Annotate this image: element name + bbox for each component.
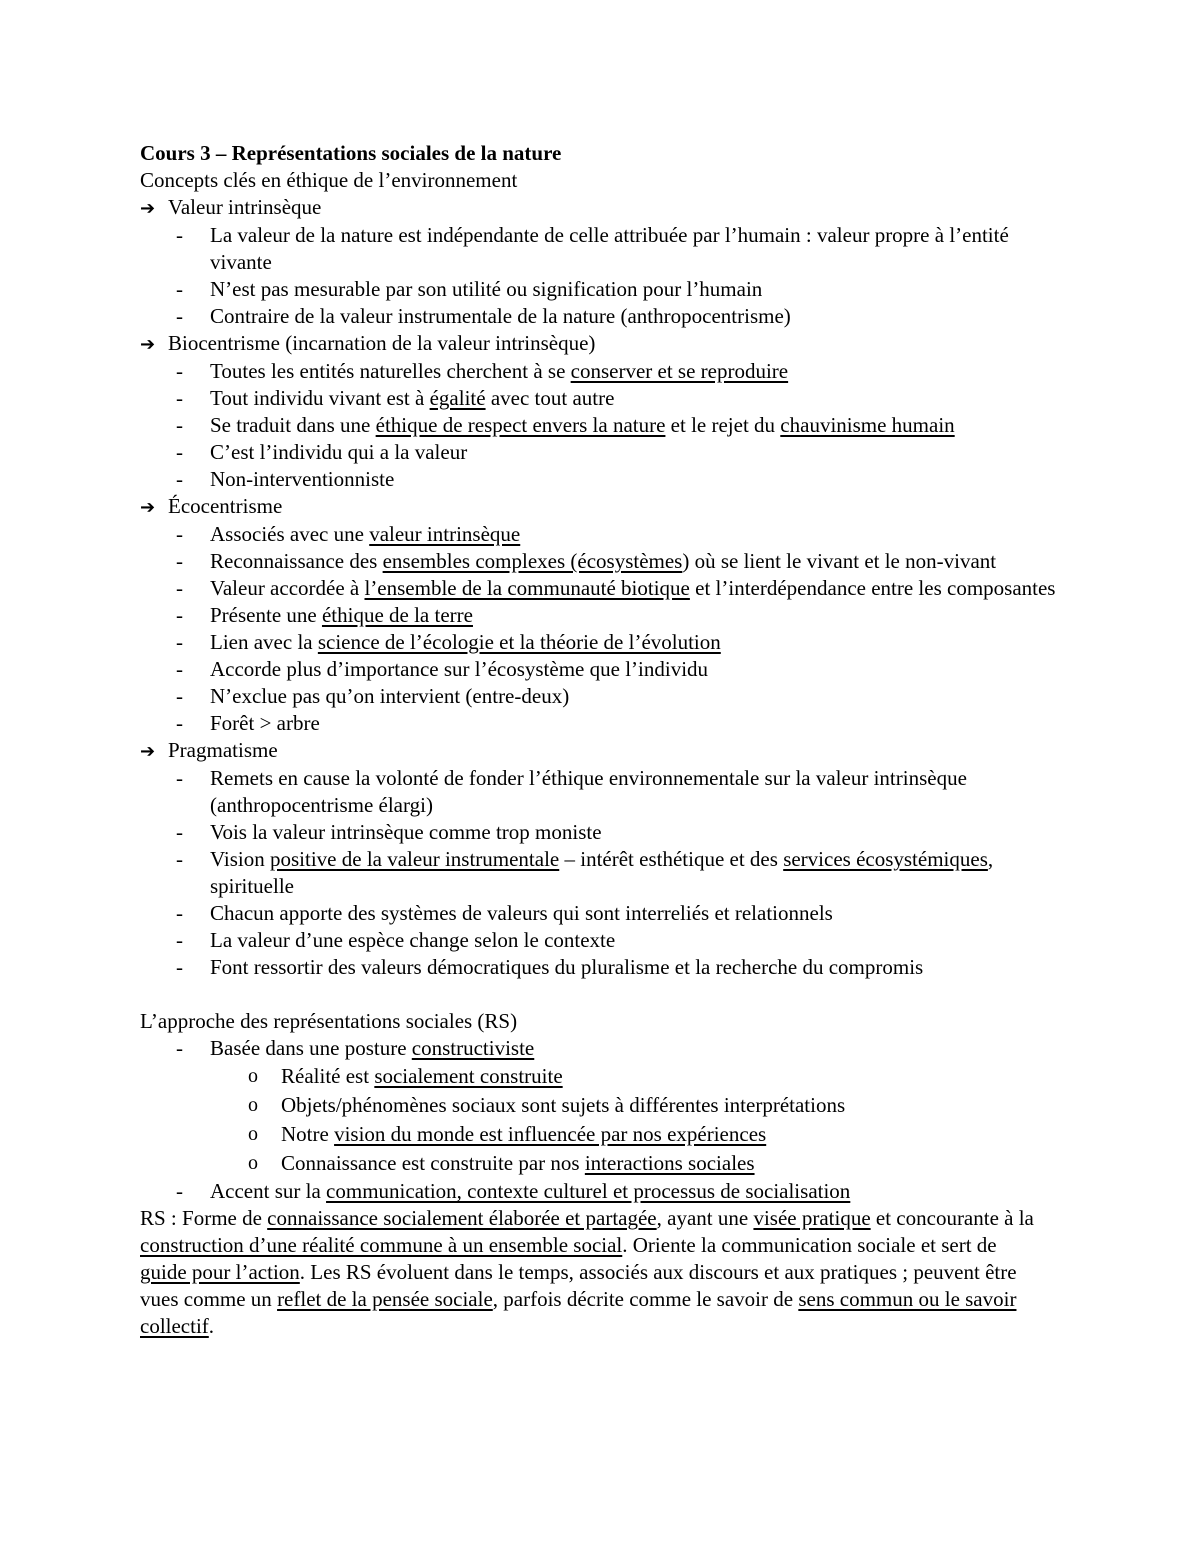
section-heading-label: Biocentrisme (incarnation de la valeur intrinsèque): [168, 331, 596, 355]
dash-bullet: -: [176, 467, 183, 491]
text-run: C’est l’individu qui a la valeur: [210, 440, 468, 464]
rs-list: [140, 1035, 1070, 1205]
underlined-text: égalité: [429, 386, 486, 410]
bullet-item: [140, 629, 1070, 656]
page-title: Cours 3 – Représentations sociales de la nature: [140, 141, 562, 165]
text-run: Contraire de la valeur instrumentale de la nature (anthropocentrisme): [210, 304, 791, 328]
underlined-text: guide pour l’action: [140, 1260, 300, 1284]
section-heading-label: Écocentrisme: [168, 494, 283, 518]
underlined-text: connaissance socialement élaborée et partagée: [267, 1206, 657, 1230]
arrow-icon: ➔: [140, 198, 156, 219]
text-run: Notre: [281, 1122, 335, 1146]
underlined-text: éthique de respect envers la nature: [375, 413, 666, 437]
text-run: , spirituelle: [210, 847, 994, 898]
text-run: N’exclue pas qu’on intervient (entre-deux): [210, 684, 570, 708]
text-run: Forêt > arbre: [210, 711, 320, 735]
text-run: Associés avec une: [210, 522, 370, 546]
bullet-item: [140, 927, 1070, 954]
dash-bullet: -: [176, 657, 183, 681]
arrow-icon: ➔: [140, 334, 156, 355]
section-heading: [140, 737, 1070, 765]
document-page: [140, 140, 1070, 1340]
text-run: Réalité est: [281, 1064, 375, 1088]
circle-bullet: o: [248, 1065, 258, 1087]
concept-sections: [140, 194, 1070, 981]
bullet-item: [140, 412, 1070, 439]
underlined-text: valeur intrinsèque: [369, 522, 521, 546]
dash-bullet: -: [176, 440, 183, 464]
bullet-item: [140, 710, 1070, 737]
arrow-icon: ➔: [140, 497, 156, 518]
dash-bullet: -: [176, 386, 183, 410]
text-run: Toutes les entités naturelles cherchent à se: [210, 359, 571, 383]
text-run: et concourante à la: [870, 1206, 1034, 1230]
text-run: Vois la valeur intrinsèque comme trop moniste: [210, 820, 602, 844]
text-run: et le rejet du: [665, 413, 781, 437]
text-run: Accorde plus d’importance sur l’écosystème que l’individu: [210, 657, 709, 681]
bullet-item: [140, 1178, 1070, 1205]
underlined-text: l’ensemble de la communauté biotique: [364, 576, 690, 600]
bullet-item: [140, 819, 1070, 846]
bullet-item: [140, 656, 1070, 683]
bullet-item: [140, 222, 1070, 276]
bullet-item: [140, 358, 1070, 385]
dash-bullet: -: [176, 901, 183, 925]
bullet-item: [140, 439, 1070, 466]
dash-bullet: -: [176, 576, 183, 600]
text-run: ) où se lient le vivant et le non-vivant: [682, 549, 997, 573]
section-heading-label: Valeur intrinsèque: [168, 195, 322, 219]
sub-bullet-item: [140, 1062, 1070, 1091]
underlined-text: constructiviste: [411, 1036, 535, 1060]
underlined-text: conserver et se reproduire: [570, 359, 789, 383]
spacer: [140, 981, 1070, 1008]
section-heading: [140, 194, 1070, 222]
text-run: , parfois décrite comme le savoir de: [492, 1287, 799, 1311]
bullet-item: [140, 466, 1070, 493]
text-run: Tout individu vivant est à: [210, 386, 430, 410]
text-run: La valeur de la nature est indépendante de celle attribuée par l’humain : valeur propre à l’entité vivante: [210, 223, 1009, 274]
underlined-text: services écosystémiques: [783, 847, 988, 871]
circle-bullet: o: [248, 1152, 258, 1174]
rs-definition: [140, 1205, 1040, 1340]
dash-bullet: -: [176, 522, 183, 546]
text-run: , ayant une: [656, 1206, 754, 1230]
rs-heading: L’approche des représentations sociales (RS): [140, 1009, 518, 1033]
bullet-item: [140, 521, 1070, 548]
circle-bullet: o: [248, 1123, 258, 1145]
dash-bullet: -: [176, 820, 183, 844]
dash-bullet: -: [176, 711, 183, 735]
underlined-text: sens commun ou le savoir collectif: [140, 1287, 1017, 1338]
text-run: Basée dans une posture: [210, 1036, 412, 1060]
dash-bullet: -: [176, 847, 183, 871]
bullet-item: [140, 303, 1070, 330]
bullet-item: [140, 602, 1070, 629]
underlined-text: interactions sociales: [584, 1151, 755, 1175]
sub-bullet-item: [140, 1091, 1070, 1120]
underlined-text: socialement construite: [374, 1064, 563, 1088]
dash-bullet: -: [176, 359, 183, 383]
dash-bullet: -: [176, 630, 183, 654]
dash-bullet: -: [176, 304, 183, 328]
dash-bullet: -: [176, 549, 183, 573]
text-run: N’est pas mesurable par son utilité ou signification pour l’humain: [210, 277, 763, 301]
underlined-text: communication, contexte culturel et processus de socialisation: [326, 1179, 851, 1203]
text-run: La valeur d’une espèce change selon le contexte: [210, 928, 616, 952]
text-run: Présente une: [210, 603, 322, 627]
text-run: Non-interventionniste: [210, 467, 395, 491]
text-run: .: [208, 1314, 215, 1338]
section-heading: [140, 330, 1070, 358]
underlined-text: visée pratique: [753, 1206, 871, 1230]
text-run: . Les RS évoluent dans le temps, associés aux discours et aux pratiques ; peuvent être vues comme un: [140, 1260, 1017, 1311]
section-heading-label: Pragmatisme: [168, 738, 278, 762]
circle-bullet: o: [248, 1094, 258, 1116]
text-run: Accent sur la: [210, 1179, 327, 1203]
dash-bullet: -: [176, 277, 183, 301]
dash-bullet: -: [176, 766, 183, 790]
underlined-text: construction d’une réalité commune à un ensemble social: [140, 1233, 623, 1257]
text-run: Connaissance est construite par nos: [281, 1151, 585, 1175]
section-heading: [140, 493, 1070, 521]
underlined-text: vision du monde est influencée par nos expériences: [334, 1122, 767, 1146]
dash-bullet: -: [176, 1036, 183, 1060]
underlined-text: reflet de la pensée sociale: [277, 1287, 493, 1311]
bullet-item: [140, 765, 1070, 819]
text-run: avec tout autre: [485, 386, 615, 410]
dash-bullet: -: [176, 223, 183, 247]
bullet-item: [140, 276, 1070, 303]
dash-bullet: -: [176, 928, 183, 952]
text-run: Font ressortir des valeurs démocratiques du pluralisme et la recherche du compromis: [210, 955, 924, 979]
text-run: . Oriente la communication sociale et sert de: [622, 1233, 997, 1257]
text-run: Objets/phénomènes sociaux sont sujets à différentes interprétations: [281, 1093, 846, 1117]
bullet-item: [140, 385, 1070, 412]
underlined-text: éthique de la terre: [321, 603, 473, 627]
dash-bullet: -: [176, 413, 183, 437]
underlined-text: science de l’écologie et la théorie de l’évolution: [317, 630, 721, 654]
text-run: Vision: [210, 847, 270, 871]
sub-bullet-item: [140, 1149, 1070, 1178]
text-run: et l’interdépendance entre les composantes: [689, 576, 1056, 600]
bullet-item: [140, 900, 1070, 927]
bullet-item: [140, 846, 1070, 900]
text-run: Se traduit dans une: [210, 413, 376, 437]
text-run: Valeur accordée à: [210, 576, 365, 600]
text-run: – intérêt esthétique et des: [559, 847, 784, 871]
text-run: RS : Forme de: [140, 1206, 268, 1230]
text-run: Lien avec la: [210, 630, 318, 654]
text-run: Reconnaissance des: [210, 549, 383, 573]
bullet-item: [140, 548, 1070, 575]
arrow-icon: ➔: [140, 741, 156, 762]
dash-bullet: -: [176, 955, 183, 979]
dash-bullet: -: [176, 603, 183, 627]
bullet-item: [140, 575, 1070, 602]
bullet-item: [140, 1035, 1070, 1062]
dash-bullet: -: [176, 684, 183, 708]
dash-bullet: -: [176, 1179, 183, 1203]
bullet-item: [140, 954, 1070, 981]
sub-bullet-item: [140, 1120, 1070, 1149]
underlined-text: chauvinisme humain: [780, 413, 955, 437]
text-run: Remets en cause la volonté de fonder l’éthique environnementale sur la valeur intrinsèque (anthropocentrisme élargi): [210, 766, 967, 817]
text-run: Chacun apporte des systèmes de valeurs qui sont interreliés et relationnels: [210, 901, 833, 925]
underlined-text: ensembles complexes (écosystèmes: [382, 549, 683, 573]
underlined-text: positive de la valeur instrumentale: [270, 847, 560, 871]
bullet-item: [140, 683, 1070, 710]
page-subtitle: Concepts clés en éthique de l’environnement: [140, 168, 518, 192]
